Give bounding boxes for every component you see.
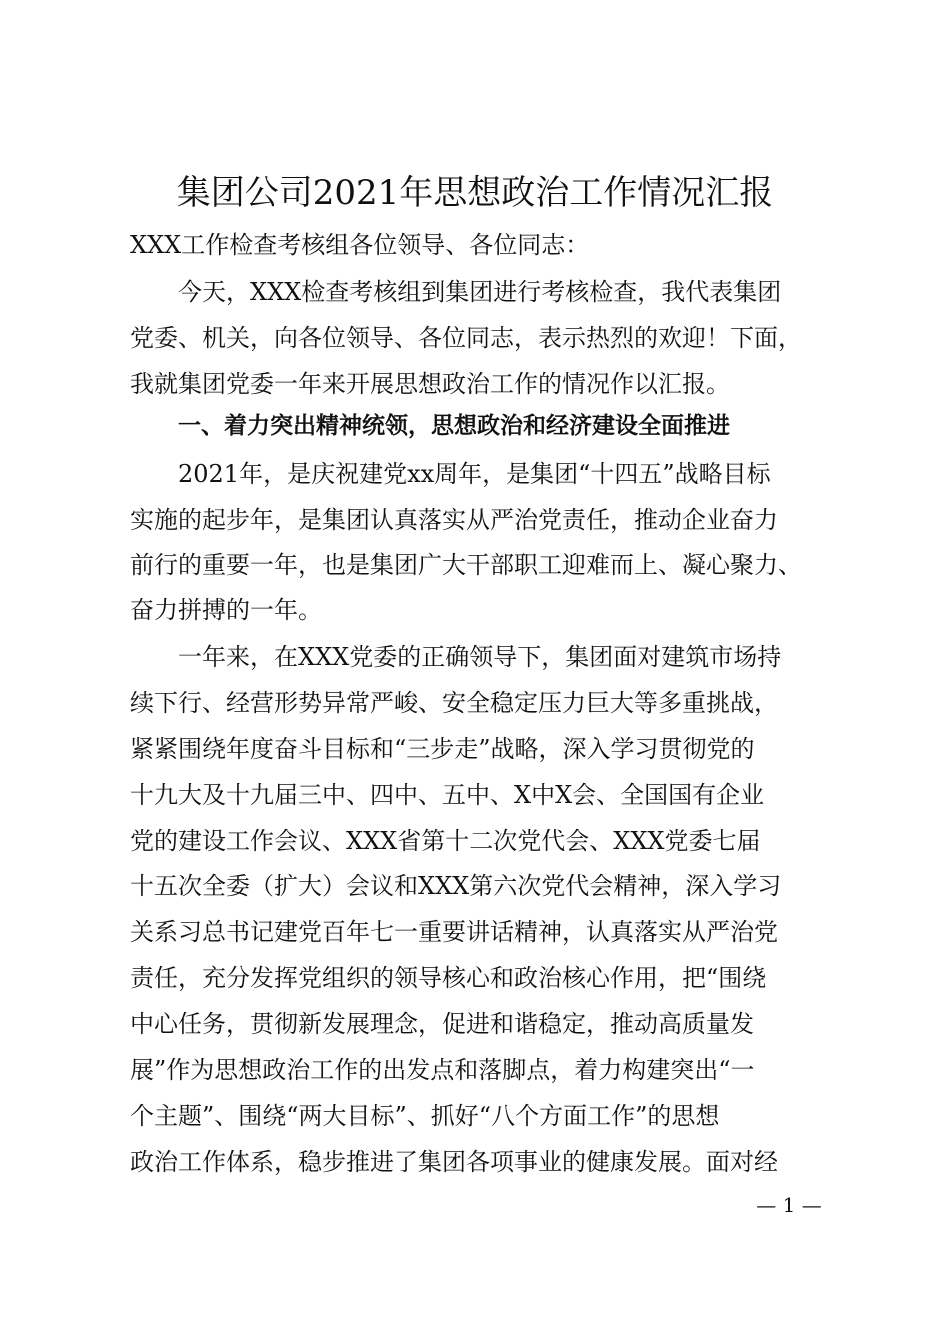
- section-1-heading: 一、着力突出精神统领，思想政治和经济建设全面推进: [178, 413, 730, 439]
- intro-line-2: 党委、机关，向各位领导、各位同志，表示热烈的欢迎！下面，: [130, 324, 802, 352]
- page-number: — 1 —: [756, 1193, 822, 1217]
- para-1-line-1: 2021年，是庆祝建党xx周年，是集团“十四五”战略目标: [178, 460, 771, 488]
- para-1-line-2: 实施的起步年，是集团认真落实从严治党责任，推动企业奋力: [130, 506, 778, 534]
- salutation: XXX工作检查考核组各位领导、各位同志：: [130, 231, 590, 259]
- para-2-line-11: 个主题”、围绕“两大目标”、抓好“八个方面工作”的思想: [130, 1102, 720, 1130]
- para-1-line-3: 前行的重要一年，也是集团广大干部职工迎难而上、凝心聚力、: [130, 551, 802, 579]
- para-2-line-5: 党的建设工作会议、XXX省第十二次党代会、XXX党委七届: [130, 827, 761, 855]
- para-2-line-9: 中心任务，贯彻新发展理念，促进和谐稳定，推动高质量发: [130, 1010, 754, 1038]
- intro-line-3: 我就集团党委一年来开展思想政治工作的情况作以汇报。: [130, 370, 730, 398]
- para-2-line-4: 十九大及十九届三中、四中、五中、X中X会、全国国有企业: [130, 781, 765, 809]
- para-2-line-12: 政治工作体系，稳步推进了集团各项事业的健康发展。面对经: [130, 1148, 778, 1176]
- para-2-line-7: 关系习总书记建党百年七一重要讲话精神，认真落实从严治党: [130, 918, 778, 946]
- para-2-line-10: 展”作为思想政治工作的出发点和落脚点，着力构建突出“一: [130, 1056, 755, 1084]
- para-2-line-6: 十五次全委（扩大）会议和XXX第六次党代会精神，深入学习: [130, 872, 782, 900]
- para-1-line-4: 奋力拼搏的一年。: [130, 596, 322, 624]
- para-2-line-8: 责任，充分发挥党组织的领导核心和政治核心作用，把“围绕: [130, 964, 767, 992]
- document-title: 集团公司2021年思想政治工作情况汇报: [176, 173, 774, 213]
- para-2-line-3: 紧紧围绕年度奋斗目标和“三步走”战略，深入学习贯彻党的: [130, 735, 755, 763]
- intro-line-1: 今天，XXX检查考核组到集团进行考核检查，我代表集团: [178, 278, 782, 306]
- para-2-line-1: 一年来，在XXX党委的正确领导下，集团面对建筑市场持: [178, 643, 782, 671]
- para-2-line-2: 续下行、经营形势异常严峻、安全稳定压力巨大等多重挑战，: [130, 689, 778, 717]
